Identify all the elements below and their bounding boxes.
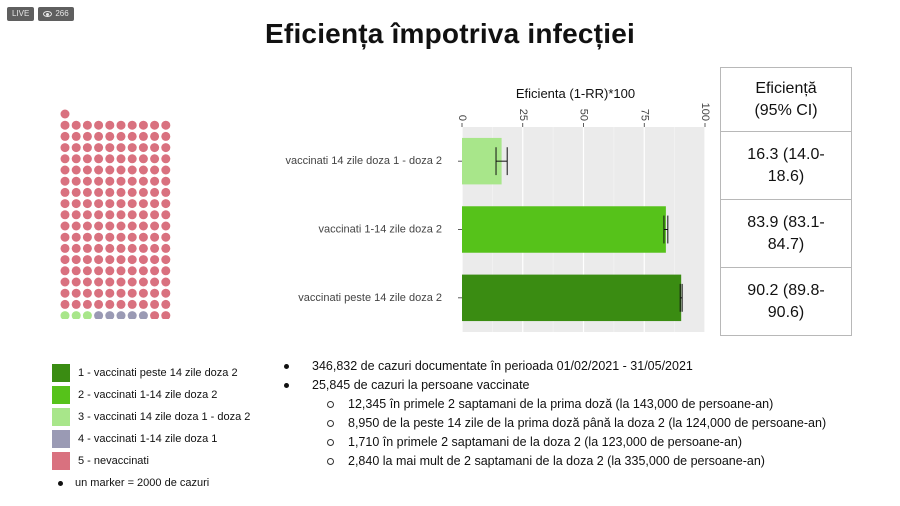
- legend-item: [52, 384, 250, 406]
- waffle-marker: [128, 289, 137, 298]
- bullet-icon: [58, 481, 63, 486]
- waffle-marker: [94, 255, 103, 264]
- waffle-marker: [150, 233, 159, 242]
- waffle-marker: [61, 143, 70, 152]
- x-tick-label: 25: [516, 108, 529, 121]
- waffle-marker: [128, 255, 137, 264]
- waffle-marker: [161, 177, 170, 186]
- waffle-marker: [150, 210, 159, 219]
- waffle-marker: [150, 166, 159, 175]
- waffle-marker: [128, 300, 137, 309]
- waffle-marker: [83, 199, 92, 208]
- waffle-marker: [139, 222, 148, 231]
- waffle-marker: [72, 210, 81, 219]
- waffle-marker: [72, 289, 81, 298]
- waffle-chart: [60, 109, 180, 319]
- waffle-marker: [117, 177, 126, 186]
- waffle-marker: [161, 233, 170, 242]
- waffle-marker: [94, 121, 103, 130]
- waffle-marker: [150, 311, 159, 319]
- waffle-marker: [139, 121, 148, 130]
- waffle-marker: [139, 233, 148, 242]
- legend-label: 1 - vaccinati peste 14 zile doza 2: [78, 367, 238, 379]
- category-label: vaccinati 14 zile doza 1 - doza 2: [285, 155, 442, 168]
- waffle-marker: [150, 143, 159, 152]
- waffle-marker: [117, 132, 126, 141]
- category-label: vaccinati peste 14 zile doza 2: [298, 291, 442, 304]
- waffle-marker: [117, 278, 126, 287]
- waffle-marker: [128, 188, 137, 197]
- ci-table-row: 16.3 (14.0- 18.6): [721, 132, 852, 200]
- ci-table: [720, 67, 852, 336]
- ci-table-row: 90.2 (89.8- 90.6): [721, 268, 852, 336]
- waffle-marker: [161, 210, 170, 219]
- waffle-marker: [128, 278, 137, 287]
- category-label: vaccinati 1-14 zile doza 2: [318, 223, 442, 236]
- waffle-marker: [105, 188, 114, 197]
- waffle-marker: [83, 233, 92, 242]
- waffle-marker: [83, 244, 92, 253]
- waffle-marker: [128, 199, 137, 208]
- waffle-marker: [139, 177, 148, 186]
- waffle-marker: [94, 166, 103, 175]
- waffle-marker: [83, 255, 92, 264]
- waffle-marker: [83, 300, 92, 309]
- waffle-marker: [105, 210, 114, 219]
- waffle-marker: [105, 222, 114, 231]
- waffle-marker: [72, 244, 81, 253]
- bullet-icon: [282, 383, 312, 388]
- waffle-marker: [139, 143, 148, 152]
- waffle-marker: [72, 278, 81, 287]
- waffle-marker: [94, 300, 103, 309]
- waffle-marker: [94, 233, 103, 242]
- waffle-marker: [83, 222, 92, 231]
- waffle-marker: [94, 244, 103, 253]
- waffle-marker: [150, 222, 159, 231]
- waffle-marker: [117, 300, 126, 309]
- waffle-marker: [94, 199, 103, 208]
- waffle-marker: [161, 188, 170, 197]
- waffle-marker: [128, 210, 137, 219]
- waffle-marker: [61, 210, 70, 219]
- waffle-marker: [117, 166, 126, 175]
- waffle-marker: [94, 154, 103, 163]
- waffle-marker: [61, 289, 70, 298]
- legend-label: 3 - vaccinati 14 zile doza 1 - doza 2: [78, 411, 251, 423]
- waffle-marker: [161, 255, 170, 264]
- waffle-marker: [61, 177, 70, 186]
- waffle-marker: [105, 143, 114, 152]
- circle-bullet-icon: [327, 395, 348, 414]
- note-text: 25,845 de cazuri la persoane vaccinate: [312, 378, 530, 392]
- legend-item: [52, 406, 250, 428]
- waffle-marker: [105, 121, 114, 130]
- waffle-marker: [139, 154, 148, 163]
- legend-swatch: [52, 430, 70, 448]
- waffle-marker: [161, 199, 170, 208]
- waffle-marker: [105, 289, 114, 298]
- legend-item: [52, 450, 250, 472]
- ci-table-header: Eficiență (95% CI): [721, 68, 852, 132]
- waffle-marker: [117, 266, 126, 275]
- live-label: LIVE: [12, 9, 30, 18]
- waffle-marker: [128, 244, 137, 253]
- note-text: 12,345 în primele 2 saptamani de la prima doză (la 143,000 de persoane-an): [348, 397, 774, 411]
- waffle-marker: [83, 177, 92, 186]
- notes-list: [282, 357, 826, 471]
- waffle-marker: [83, 278, 92, 287]
- waffle-marker: [117, 233, 126, 242]
- waffle-marker: [139, 166, 148, 175]
- waffle-marker: [139, 199, 148, 208]
- waffle-marker: [94, 222, 103, 231]
- waffle-marker: [105, 266, 114, 275]
- waffle-marker: [72, 300, 81, 309]
- waffle-marker: [61, 255, 70, 264]
- legend-item: [52, 428, 250, 450]
- waffle-marker: [117, 289, 126, 298]
- waffle-marker: [61, 132, 70, 141]
- legend-item: [52, 362, 250, 384]
- waffle-marker: [61, 311, 70, 319]
- waffle-marker: [128, 132, 137, 141]
- bullet-icon: [282, 364, 312, 369]
- waffle-marker: [94, 311, 103, 319]
- chart-title: Eficienta (1-RR)*100: [515, 86, 636, 101]
- waffle-marker: [83, 166, 92, 175]
- waffle-marker: [61, 222, 70, 231]
- waffle-marker: [105, 244, 114, 253]
- legend-label: 2 - vaccinati 1-14 zile doza 2: [78, 389, 218, 401]
- waffle-marker: [94, 143, 103, 152]
- note-text: 2,840 la mai mult de 2 saptamani de la doza 2 (la 335,000 de persoane-an): [348, 454, 765, 468]
- waffle-marker: [161, 311, 170, 319]
- marker-note-text: un marker = 2000 de cazuri: [75, 477, 210, 489]
- waffle-marker: [94, 278, 103, 287]
- waffle-marker: [128, 233, 137, 242]
- waffle-marker: [94, 289, 103, 298]
- legend-swatch: [52, 386, 70, 404]
- note-item: [282, 414, 826, 433]
- waffle-marker: [105, 255, 114, 264]
- waffle-marker: [61, 266, 70, 275]
- waffle-marker: [83, 121, 92, 130]
- waffle-marker: [139, 289, 148, 298]
- waffle-marker: [105, 132, 114, 141]
- waffle-marker: [161, 300, 170, 309]
- waffle-marker: [128, 311, 137, 319]
- waffle-marker: [61, 188, 70, 197]
- waffle-marker: [150, 255, 159, 264]
- waffle-marker: [61, 166, 70, 175]
- waffle-marker: [72, 255, 81, 264]
- waffle-marker: [83, 266, 92, 275]
- waffle-marker: [139, 311, 148, 319]
- waffle-marker: [117, 222, 126, 231]
- circle-bullet-icon: [327, 452, 348, 471]
- waffle-marker: [61, 110, 70, 119]
- waffle-legend: [52, 362, 250, 472]
- waffle-marker: [72, 132, 81, 141]
- waffle-marker: [72, 199, 81, 208]
- waffle-marker: [83, 311, 92, 319]
- bar: [462, 275, 681, 321]
- waffle-marker: [117, 210, 126, 219]
- waffle-marker: [139, 244, 148, 253]
- view-count: 266: [55, 9, 69, 18]
- marker-note: [58, 477, 209, 489]
- waffle-marker: [150, 199, 159, 208]
- waffle-marker: [83, 289, 92, 298]
- waffle-marker: [72, 177, 81, 186]
- waffle-marker: [105, 154, 114, 163]
- waffle-marker: [150, 266, 159, 275]
- waffle-marker: [94, 177, 103, 186]
- note-item: [282, 395, 826, 414]
- waffle-marker: [161, 266, 170, 275]
- waffle-marker: [94, 188, 103, 197]
- waffle-marker: [128, 177, 137, 186]
- waffle-marker: [105, 166, 114, 175]
- waffle-marker: [61, 199, 70, 208]
- note-item: [282, 376, 826, 395]
- waffle-marker: [150, 244, 159, 253]
- circle-bullet-icon: [327, 414, 348, 433]
- waffle-marker: [128, 121, 137, 130]
- waffle-marker: [139, 278, 148, 287]
- legend-label: 4 - vaccinati 1-14 zile doza 1: [78, 433, 218, 445]
- waffle-marker: [150, 121, 159, 130]
- bar: [462, 206, 666, 252]
- efficacy-bar-chart: [285, 85, 715, 343]
- waffle-marker: [72, 266, 81, 275]
- legend-swatch: [52, 452, 70, 470]
- x-tick-label: 0: [456, 114, 468, 121]
- note-item: [282, 452, 826, 471]
- note-text: 346,832 de cazuri documentate în perioada 01/02/2021 - 31/05/2021: [312, 359, 693, 373]
- waffle-marker: [161, 278, 170, 287]
- waffle-marker: [72, 311, 81, 319]
- waffle-marker: [83, 188, 92, 197]
- waffle-marker: [161, 222, 170, 231]
- waffle-marker: [117, 311, 126, 319]
- waffle-marker: [72, 166, 81, 175]
- waffle-marker: [128, 266, 137, 275]
- ci-table-row: 83.9 (83.1- 84.7): [721, 200, 852, 268]
- waffle-marker: [61, 300, 70, 309]
- waffle-marker: [61, 154, 70, 163]
- waffle-marker: [61, 233, 70, 242]
- waffle-marker: [150, 278, 159, 287]
- waffle-marker: [139, 255, 148, 264]
- note-item: [282, 357, 826, 376]
- waffle-marker: [161, 289, 170, 298]
- waffle-marker: [72, 222, 81, 231]
- waffle-marker: [105, 278, 114, 287]
- waffle-marker: [94, 132, 103, 141]
- waffle-marker: [139, 132, 148, 141]
- waffle-marker: [105, 311, 114, 319]
- eye-icon: [43, 11, 52, 17]
- waffle-marker: [150, 289, 159, 298]
- waffle-marker: [117, 188, 126, 197]
- waffle-marker: [105, 300, 114, 309]
- waffle-marker: [150, 132, 159, 141]
- waffle-marker: [83, 143, 92, 152]
- waffle-marker: [161, 121, 170, 130]
- waffle-marker: [72, 154, 81, 163]
- waffle-marker: [161, 166, 170, 175]
- waffle-marker: [161, 244, 170, 253]
- waffle-marker: [117, 121, 126, 130]
- waffle-marker: [117, 255, 126, 264]
- waffle-marker: [150, 154, 159, 163]
- note-text: 1,710 în primele 2 saptamani de la doza 2 (la 123,000 de persoane-an): [348, 435, 743, 449]
- waffle-marker: [128, 143, 137, 152]
- waffle-marker: [161, 132, 170, 141]
- waffle-marker: [83, 132, 92, 141]
- waffle-marker: [83, 154, 92, 163]
- x-tick-label: 50: [577, 108, 590, 121]
- circle-bullet-icon: [327, 433, 348, 452]
- waffle-marker: [150, 188, 159, 197]
- waffle-marker: [150, 300, 159, 309]
- waffle-marker: [72, 121, 81, 130]
- waffle-marker: [61, 278, 70, 287]
- x-tick-label: 75: [638, 108, 651, 121]
- waffle-marker: [128, 166, 137, 175]
- waffle-marker: [128, 154, 137, 163]
- waffle-marker: [139, 300, 148, 309]
- waffle-marker: [94, 266, 103, 275]
- waffle-marker: [150, 177, 159, 186]
- waffle-marker: [61, 244, 70, 253]
- waffle-marker: [139, 188, 148, 197]
- waffle-marker: [139, 266, 148, 275]
- slide-title: Eficiența împotriva infecției: [265, 18, 635, 49]
- waffle-marker: [105, 233, 114, 242]
- legend-swatch: [52, 408, 70, 426]
- waffle-marker: [117, 199, 126, 208]
- waffle-marker: [61, 121, 70, 130]
- legend-label: 5 - nevaccinati: [78, 455, 149, 467]
- note-text: 8,950 de la peste 14 zile de la prima doză până la doza 2 (la 124,000 de persoane-an): [348, 416, 827, 430]
- waffle-marker: [117, 143, 126, 152]
- waffle-marker: [72, 143, 81, 152]
- waffle-marker: [83, 210, 92, 219]
- waffle-marker: [161, 154, 170, 163]
- waffle-marker: [117, 244, 126, 253]
- waffle-marker: [72, 233, 81, 242]
- waffle-marker: [161, 143, 170, 152]
- legend-swatch: [52, 364, 70, 382]
- note-item: [282, 433, 826, 452]
- waffle-marker: [139, 210, 148, 219]
- x-tick-label: 100: [699, 102, 711, 121]
- waffle-marker: [105, 177, 114, 186]
- waffle-marker: [94, 210, 103, 219]
- waffle-marker: [105, 199, 114, 208]
- waffle-marker: [72, 188, 81, 197]
- waffle-marker: [117, 154, 126, 163]
- waffle-marker: [128, 222, 137, 231]
